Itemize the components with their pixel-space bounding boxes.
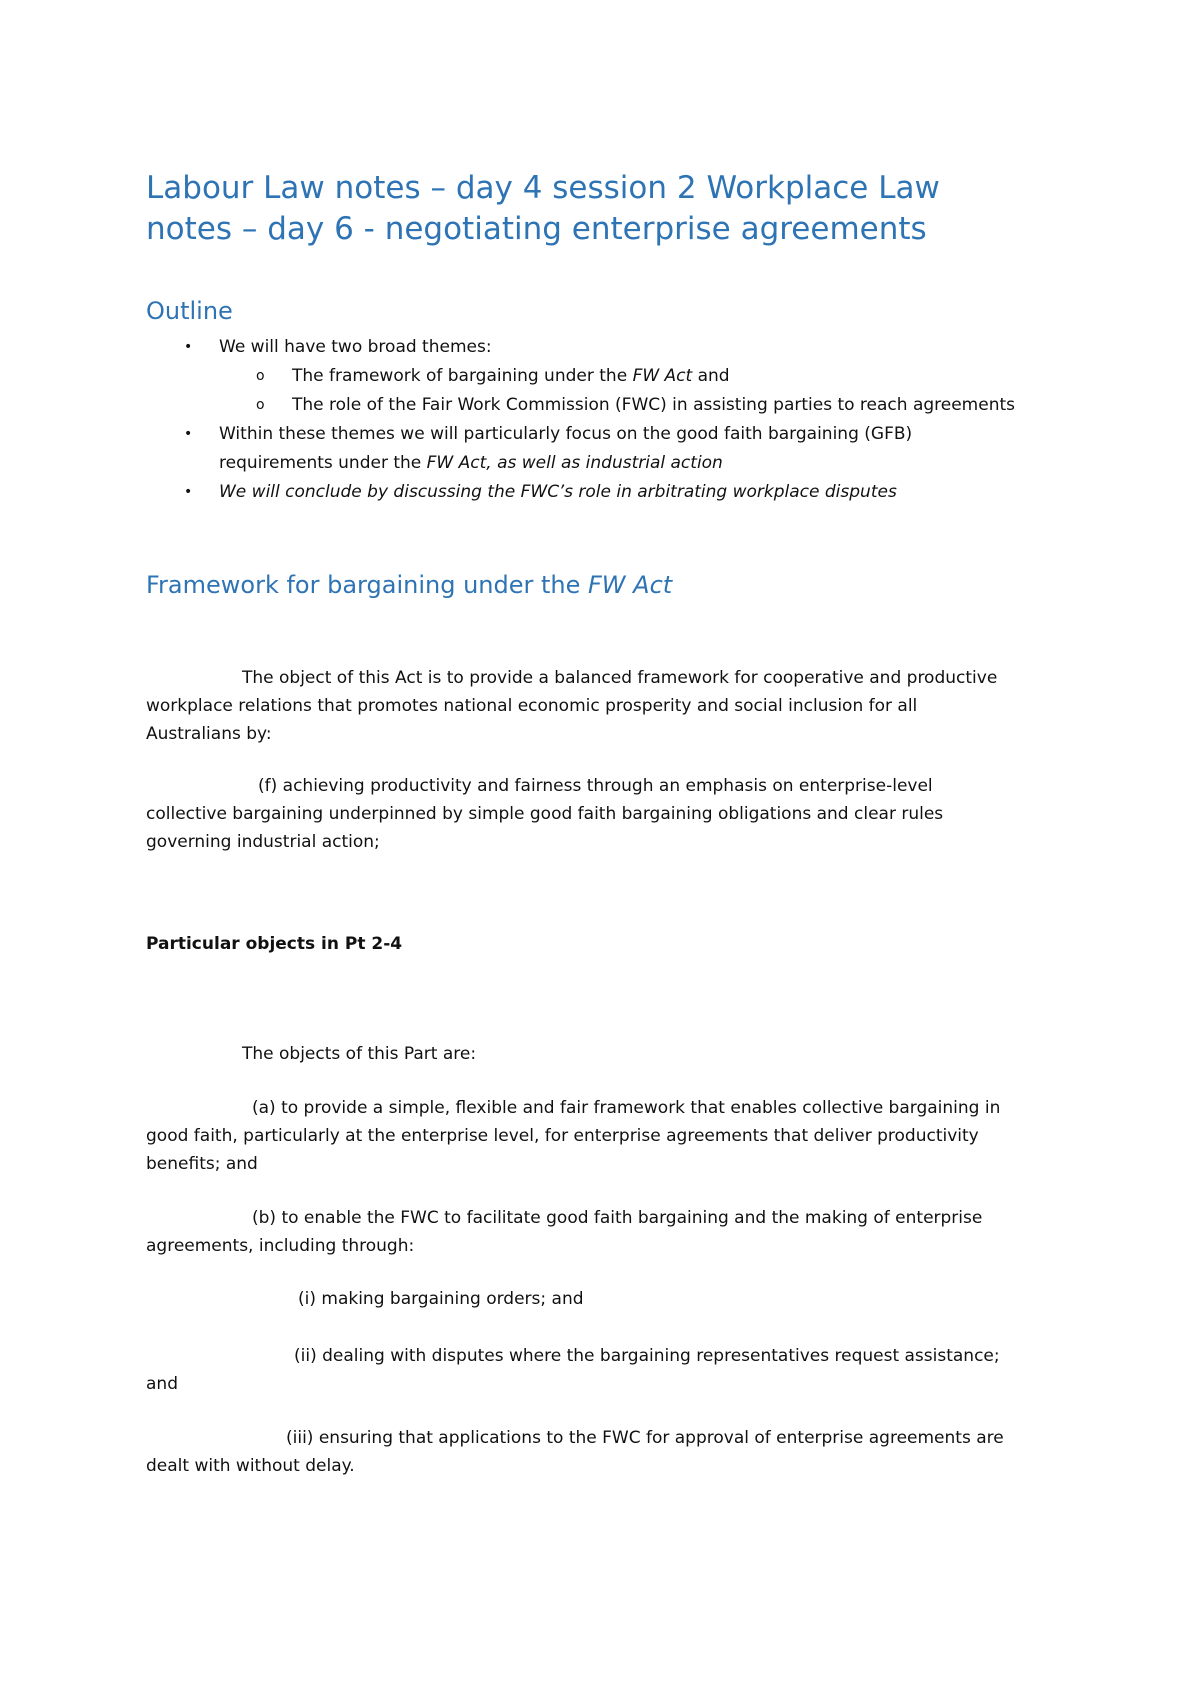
outline-sub-item-2: The role of the Fair Work Commission (FWC) in assisting parties to reach agreements [292, 395, 1015, 415]
sub-item-1-and: and [692, 366, 730, 386]
object-f-line-1: (f) achieving productivity and fairness through an emphasis on enterprise-level [258, 776, 933, 796]
particular-a-line-1: (a) to provide a simple, flexible and fair framework that enables collective bargaining in [252, 1098, 1001, 1118]
bullet-icon: • [184, 426, 193, 442]
outline-heading: Outline [146, 297, 233, 325]
particular-iii-line-2: dealt with without delay. [146, 1456, 355, 1476]
outline-item-2-line-1: Within these themes we will particularly focus on the good faith bargaining (GFB) [219, 424, 913, 444]
object-f-line-3: governing industrial action; [146, 832, 380, 852]
particular-ii-line-1: (ii) dealing with disputes where the bargaining representatives request assistance; [294, 1346, 1000, 1366]
sub-item-1-fw-act: FW Act [632, 366, 693, 386]
outline-item-1: We will have two broad themes: [219, 337, 492, 357]
particular-ii-line-2: and [146, 1374, 178, 1394]
particular-b-line-2: agreements, including through: [146, 1236, 415, 1256]
sub-bullet-icon: o [256, 368, 265, 384]
particular-objects-heading: Particular objects in Pt 2-4 [146, 934, 403, 954]
particular-a-line-2: good faith, particularly at the enterprise level, for enterprise agreements that deliver productivity [146, 1126, 979, 1146]
sub-item-1-text: The framework of bargaining under the [292, 366, 633, 386]
particular-i-line: (i) making bargaining orders; and [298, 1289, 584, 1309]
title-line-1: Labour Law notes – day 4 session 2 Workplace Law [146, 170, 940, 206]
item-2-fw-act: FW Act, as well as industrial action [426, 453, 723, 473]
object-line-2: workplace relations that promotes national economic prosperity and social inclusion for all [146, 696, 918, 716]
bullet-icon: • [184, 484, 193, 500]
outline-item-2-line-2 [219, 449, 723, 477]
object-line-3: Australians by: [146, 724, 272, 744]
particular-a-line-3: benefits; and [146, 1154, 258, 1174]
bullet-icon: • [184, 339, 193, 355]
particular-b-line-1: (b) to enable the FWC to facilitate good faith bargaining and the making of enterprise [252, 1208, 983, 1228]
outline-sub-item-1 [292, 362, 730, 390]
title-line-2: notes – day 6 - negotiating enterprise agreements [146, 211, 927, 247]
object-f-line-2: collective bargaining underpinned by simple good faith bargaining obligations and clear rules [146, 804, 944, 824]
framework-heading [146, 570, 672, 600]
sub-bullet-icon: o [256, 397, 265, 413]
framework-heading-text: Framework for bargaining under the [146, 571, 588, 599]
particular-intro: The objects of this Part are: [242, 1044, 477, 1064]
document-title [146, 168, 1106, 250]
framework-heading-fw-act: FW Act [588, 571, 673, 599]
outline-item-3: We will conclude by discussing the FWC’s role in arbitrating workplace disputes [219, 482, 897, 502]
object-line-1: The object of this Act is to provide a balanced framework for cooperative and productive [242, 668, 998, 688]
item-2-requirements: requirements under the [219, 453, 427, 473]
particular-iii-line-1: (iii) ensuring that applications to the FWC for approval of enterprise agreements are [286, 1428, 1004, 1448]
